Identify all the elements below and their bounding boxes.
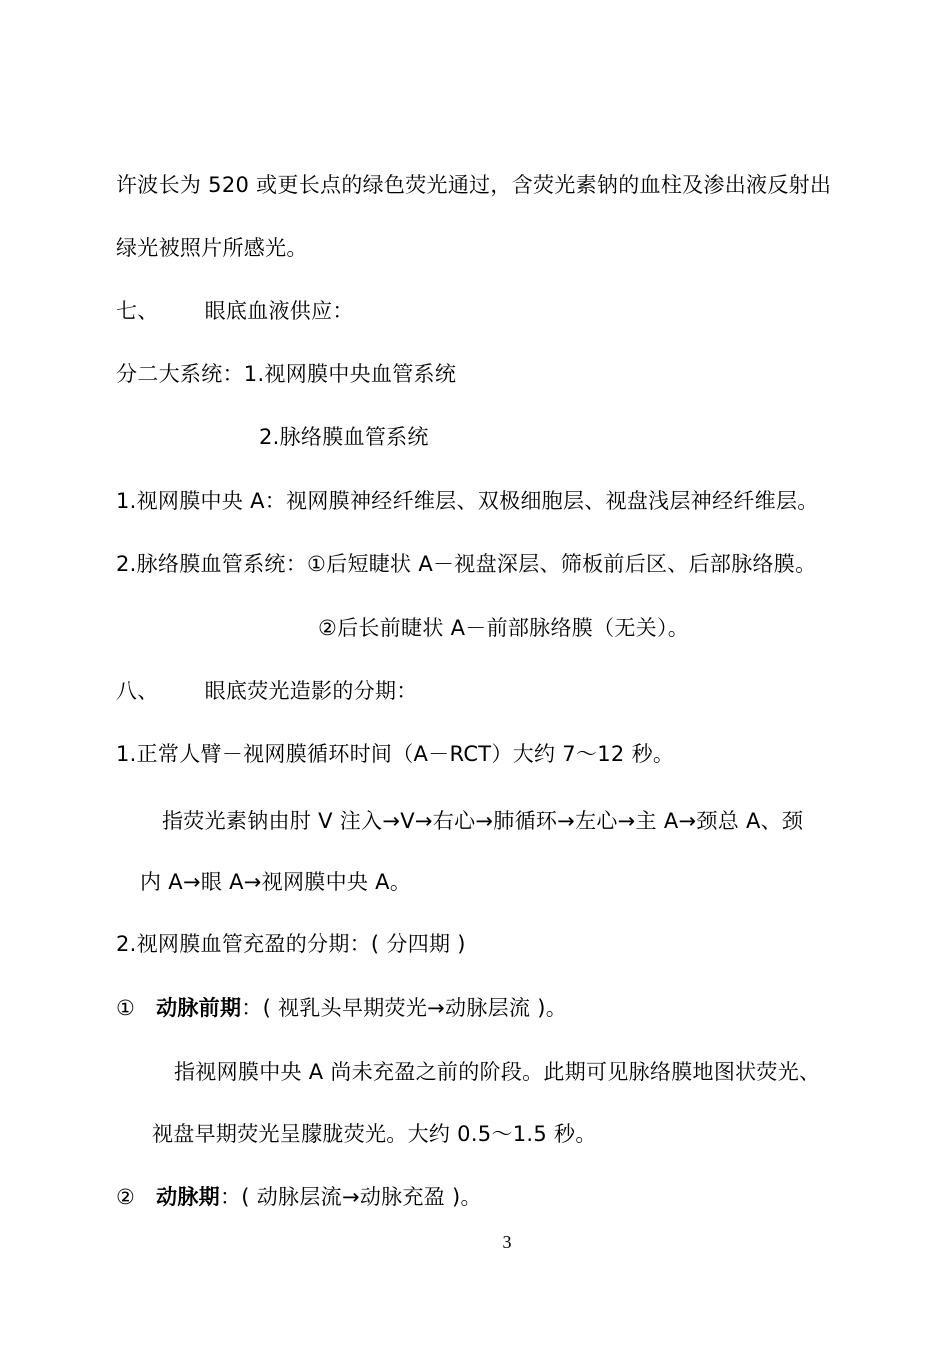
- paragraph-line: 指荧光素钠由肘 V 注入→V→右心→肺循环→左心→主 A→颈总 A、颈: [162, 809, 804, 833]
- phase-number: ①: [116, 996, 136, 1020]
- paragraph-line: 2.脉络膜血管系统：①后短睫状 A－视盘深层、筛板前后区、后部脉络膜。: [116, 552, 817, 576]
- paragraph-line: 视盘早期荧光呈朦胧荧光。大约 0.5～1.5 秒。: [152, 1122, 597, 1146]
- phase-item-2: [116, 1182, 482, 1212]
- section-heading-8: [116, 676, 418, 706]
- section-number: 八、: [116, 679, 159, 703]
- paragraph-line: 分二大系统：1.视网膜中央血管系统: [116, 362, 457, 386]
- section-title: 眼底荧光造影的分期：: [204, 679, 418, 703]
- paragraph-line: 2.视网膜血管充盈的分期：( 分四期 ): [116, 932, 466, 956]
- paragraph-line: 2.脉络膜血管系统: [259, 425, 429, 449]
- page-number: 3: [502, 1232, 512, 1252]
- paragraph-line: 1.视网膜中央 A：视网膜神经纤维层、双极细胞层、视盘浅层神经纤维层。: [116, 489, 819, 513]
- phase-name: 动脉期: [156, 1185, 220, 1209]
- paragraph-line: 内 A→眼 A→视网膜中央 A。: [140, 870, 412, 894]
- section-title: 眼底血液供应：: [204, 299, 354, 323]
- phase-description: ：( 视乳头早期荧光→动脉层流 )。: [241, 996, 568, 1020]
- paragraph-line: 指视网膜中央 A 尚未充盈之前的阶段。此期可见脉络膜地图状荧光、: [174, 1060, 821, 1084]
- paragraph-line: 1.正常人臂－视网膜循环时间（A－RCT）大约 7～12 秒。: [116, 742, 675, 766]
- phase-item-1: [116, 993, 567, 1023]
- paragraph-line: 绿光被照片所感光。: [116, 236, 308, 260]
- paragraph-line: ②后长前睫状 A－前部脉络膜（无关）。: [318, 616, 690, 640]
- section-number: 七、: [116, 299, 159, 323]
- phase-number: ②: [116, 1185, 136, 1209]
- phase-description: ：( 动脉层流→动脉充盈 )。: [219, 1185, 482, 1209]
- section-heading-7: [116, 296, 354, 326]
- phase-name: 动脉前期: [156, 996, 242, 1020]
- paragraph-line: 许波长为 520 或更长点的绿色荧光通过，含荧光素钠的血柱及渗出液反射出: [116, 173, 832, 197]
